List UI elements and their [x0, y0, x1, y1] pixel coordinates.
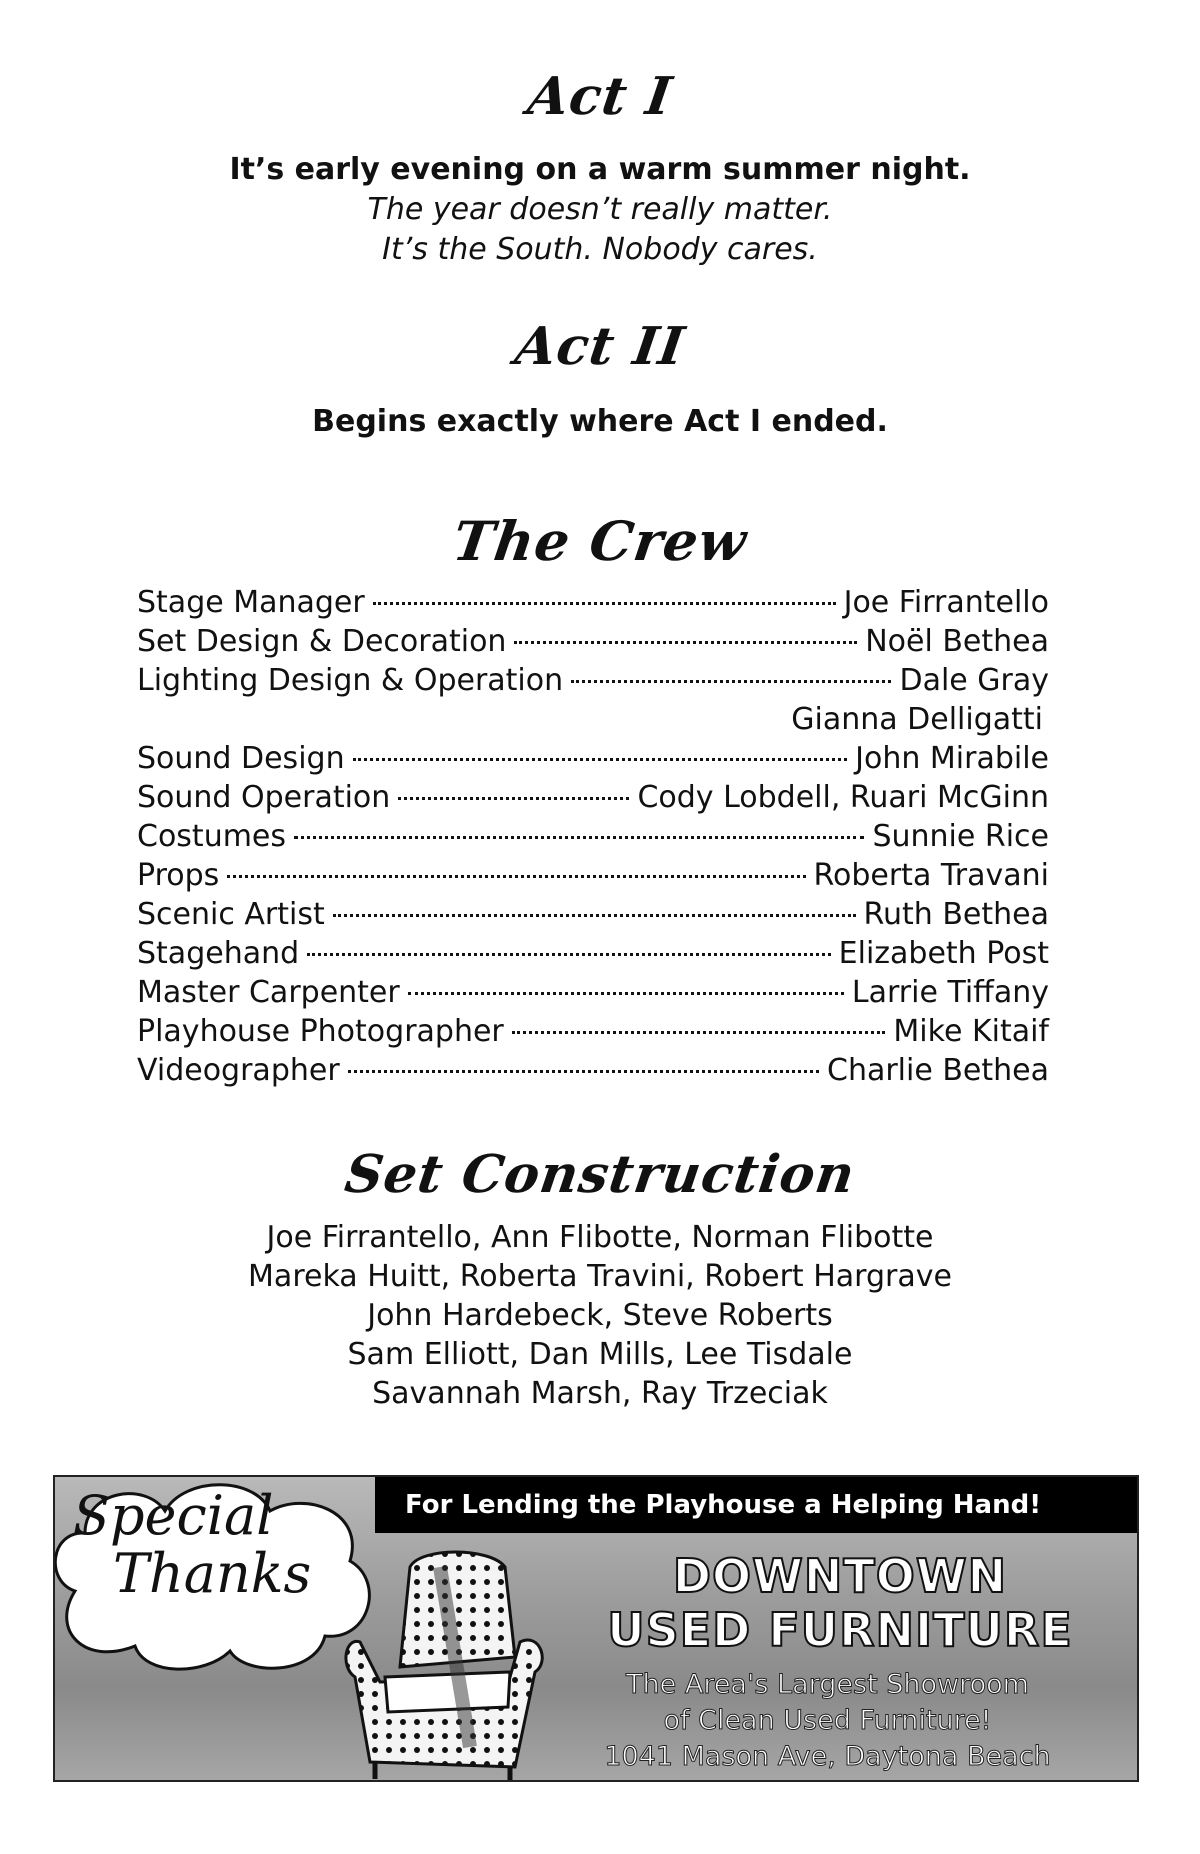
- store-name-line-1: DOWNTOWN: [672, 1549, 1008, 1603]
- crew-row: [137, 661, 1049, 700]
- dot-leader: [373, 602, 836, 605]
- crew-name: Sunnie Rice: [872, 819, 1049, 854]
- crew-name: John Mirabile: [855, 741, 1049, 776]
- store-desc-line-1: The Area's Largest Showroom: [626, 1669, 1029, 1700]
- set-construction-line-3: John Hardebeck, Steve Roberts: [367, 1298, 833, 1333]
- ad-banner: For Lending the Playhouse a Helping Hand!: [375, 1477, 1137, 1533]
- crew-heading: The Crew: [449, 509, 751, 573]
- crew-name: Dale Gray: [899, 663, 1049, 698]
- act-1-line-1: It’s early evening on a warm summer night.: [229, 152, 971, 187]
- crew-row: [137, 739, 1049, 778]
- store-name: [560, 1549, 1120, 1657]
- crew-row: [137, 817, 1049, 856]
- crew-row: [137, 856, 1049, 895]
- dot-leader: [571, 680, 891, 683]
- crew-name: Joe Firrantello: [843, 585, 1049, 620]
- dot-leader: [227, 875, 805, 878]
- crew-row-continuation: [137, 700, 1049, 739]
- crew-row: [137, 1012, 1049, 1051]
- crew-role: Set Design & Decoration: [137, 624, 507, 659]
- crew-name: Charlie Bethea: [827, 1053, 1049, 1088]
- crew-name: Elizabeth Post: [838, 936, 1049, 971]
- set-construction-line-2: Mareka Huitt, Roberta Travini, Robert Hargrave: [248, 1259, 952, 1294]
- crew-row: [137, 583, 1049, 622]
- dot-leader: [514, 641, 857, 644]
- set-construction-line-1: Joe Firrantello, Ann Flibotte, Norman Flibotte: [266, 1220, 934, 1255]
- crew-name: Larrie Tiffany: [851, 975, 1049, 1010]
- crew-role: Videographer: [137, 1053, 340, 1088]
- act-1-line-2: The year doesn’t really matter.: [367, 192, 833, 227]
- thanks-word: Thanks: [113, 1542, 312, 1605]
- special-word: Special: [73, 1484, 274, 1547]
- crew-row: [137, 1051, 1049, 1090]
- crew-name: Mike Kitaif: [893, 1014, 1049, 1049]
- act-2-line: Begins exactly where Act I ended.: [312, 404, 888, 439]
- dot-leader: [408, 992, 844, 995]
- crew-role: Master Carpenter: [137, 975, 400, 1010]
- act-1-line-3: It’s the South. Nobody cares.: [382, 232, 818, 267]
- crew-name: Roberta Travani: [813, 858, 1049, 893]
- dot-leader: [348, 1070, 819, 1073]
- special-thanks-text: [73, 1484, 333, 1605]
- crew-role: Lighting Design & Operation: [137, 663, 564, 698]
- dot-leader: [294, 836, 864, 839]
- set-construction-line-5: Savannah Marsh, Ray Trzeciak: [372, 1376, 828, 1411]
- crew-row: [137, 973, 1049, 1012]
- crew-name: Noël Bethea: [865, 624, 1049, 659]
- crew-role: Sound Operation: [137, 780, 391, 815]
- crew-row: [137, 934, 1049, 973]
- crew-row: [137, 622, 1049, 661]
- store-name-line-2: USED FURNITURE: [607, 1603, 1073, 1657]
- act-2-heading: Act II: [511, 316, 689, 377]
- dot-leader: [398, 797, 629, 800]
- dot-leader: [512, 1031, 886, 1034]
- dot-leader: [353, 758, 848, 761]
- crew-role: Scenic Artist: [137, 897, 325, 932]
- store-address: 1041 Mason Ave, Daytona Beach: [604, 1741, 1051, 1772]
- crew-list: [137, 583, 1049, 1090]
- crew-name: Ruth Bethea: [863, 897, 1049, 932]
- crew-row: [137, 778, 1049, 817]
- store-description: [560, 1667, 1095, 1775]
- dot-leader: [333, 914, 856, 917]
- crew-name: Gianna Delligatti: [791, 702, 1043, 737]
- crew-role: Playhouse Photographer: [137, 1014, 504, 1049]
- crew-role: Sound Design: [137, 741, 345, 776]
- crew-role: Props: [137, 858, 220, 893]
- set-construction-heading: Set Construction: [341, 1144, 859, 1205]
- dot-leader: [307, 953, 831, 956]
- special-thanks-ad: [53, 1475, 1139, 1782]
- crew-role: Stagehand: [137, 936, 300, 971]
- store-desc-line-2: of Clean Used Furniture!: [663, 1705, 992, 1736]
- armchair-icon: [340, 1547, 560, 1782]
- crew-role: Stage Manager: [137, 585, 365, 620]
- crew-role: Costumes: [137, 819, 287, 854]
- crew-row: [137, 895, 1049, 934]
- act-1-heading: Act I: [524, 66, 677, 127]
- crew-name: Cody Lobdell, Ruari McGinn: [637, 780, 1049, 815]
- set-construction-line-4: Sam Elliott, Dan Mills, Lee Tisdale: [347, 1337, 853, 1372]
